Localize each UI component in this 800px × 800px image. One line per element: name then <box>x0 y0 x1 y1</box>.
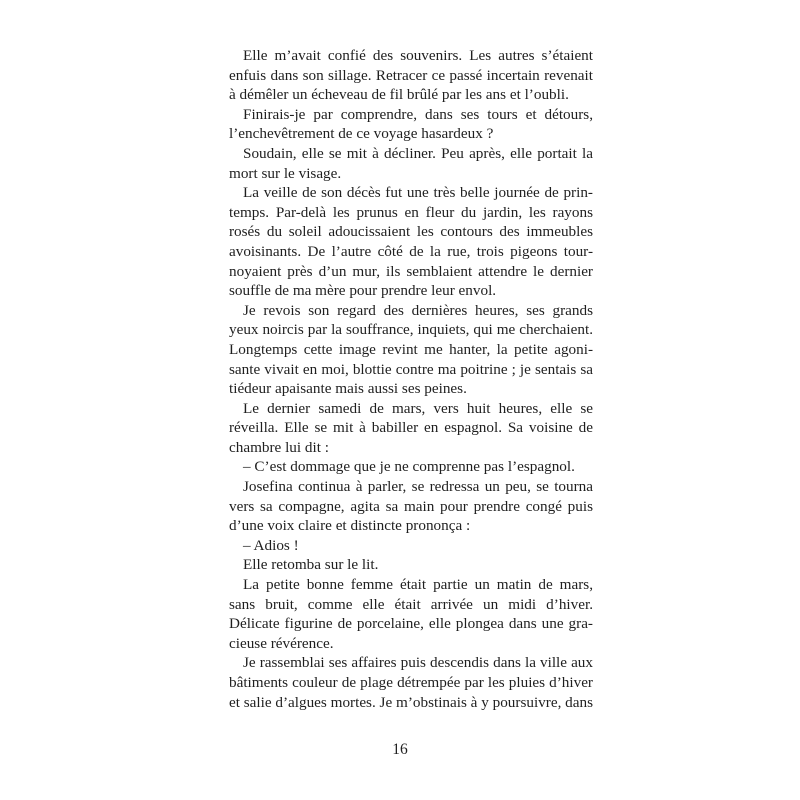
text-line: l’enchevêtrement de ce voyage hasardeux ? <box>229 125 494 143</box>
text-line: La petite bonne femme était partie un matin de mars, <box>243 576 593 594</box>
page-number: 16 <box>392 741 408 758</box>
text-line: yeux noircis par la souffrance, inquiets, qui me cherchaient. <box>229 321 593 339</box>
text-line: sante vivait en moi, blottie contre ma poitrine ; je sentais sa <box>229 360 593 378</box>
text-line: réveilla. Elle se mit à babiller en espagnol. Sa voisine de <box>229 419 593 437</box>
text-line: cieuse révérence. <box>229 634 334 652</box>
text-line: enfuis dans son sillage. Retracer ce passé incertain revenait <box>229 66 593 84</box>
text-line: noyaient près d’un mur, ils semblaient attendre le dernier <box>229 262 593 280</box>
text-line: vers sa compagne, agita sa main pour prendre congé puis <box>229 497 593 515</box>
text-line: Délicate figurine de porcelaine, elle plongea dans une gra- <box>229 615 593 633</box>
page-body <box>229 46 593 712</box>
text-line: d’une voix claire et distincte prononça : <box>229 517 471 535</box>
paragraph <box>229 144 593 183</box>
paragraph <box>229 575 593 653</box>
text-line: tiédeur apaisante mais aussi ses peines. <box>229 380 467 398</box>
paragraph <box>229 457 593 477</box>
text-line: – C’est dommage que je ne comprenne pas l’espagnol. <box>243 458 575 476</box>
text-line: Finirais-je par comprendre, dans ses tours et détours, <box>243 105 593 123</box>
paragraph <box>229 183 593 301</box>
text-line: avoisinants. De l’autre côté de la rue, trois pigeons tour- <box>229 242 593 260</box>
paragraph <box>229 653 593 712</box>
text-line: chambre lui dit : <box>229 438 329 456</box>
text-line: Elle retomba sur le lit. <box>243 556 379 574</box>
paragraph <box>229 46 593 105</box>
text-line: temps. Par-delà les prunus en fleur du jardin, les rayons <box>229 203 593 221</box>
text-line: mort sur le visage. <box>229 164 342 182</box>
text-line: et salie d’algues mortes. Je m’obstinais à y poursuivre, dans <box>229 693 593 711</box>
text-line: rosés du soleil adoucissaient les contours des immeubles <box>229 223 593 241</box>
paragraph <box>229 301 593 399</box>
text-line: souffle de ma mère pour prendre leur envol. <box>229 282 497 300</box>
text-line: Longtemps cette image revint me hanter, la petite agoni- <box>229 340 593 358</box>
text-line: sans bruit, comme elle était arrivée un midi d’hiver. <box>229 595 593 613</box>
text-line: Josefina continua à parler, se redressa un peu, se tourna <box>243 478 593 496</box>
paragraph <box>229 105 593 144</box>
paragraph <box>229 477 593 536</box>
text-line: Soudain, elle se mit à décliner. Peu après, elle portait la <box>243 144 593 162</box>
text-line: – Adios ! <box>243 536 299 554</box>
paragraph <box>229 555 593 575</box>
paragraph <box>229 399 593 458</box>
text-line: Je revois son regard des dernières heures, ses grands <box>243 301 593 319</box>
text-line: à démêler un écheveau de fil brûlé par les ans et l’oubli. <box>229 86 569 104</box>
text-line: Elle m’avait confié des souvenirs. Les autres s’étaient <box>243 47 593 64</box>
text-line: Le dernier samedi de mars, vers huit heures, elle se <box>243 399 593 417</box>
text-line: bâtiments couleur de plage détrempée par les pluies d’hiver <box>229 674 593 691</box>
text-line: La veille de son décès fut une très belle journée de prin- <box>243 184 593 202</box>
text-line: Je rassemblai ses affaires puis descendis dans la ville aux <box>243 654 593 672</box>
paragraph <box>229 536 593 556</box>
